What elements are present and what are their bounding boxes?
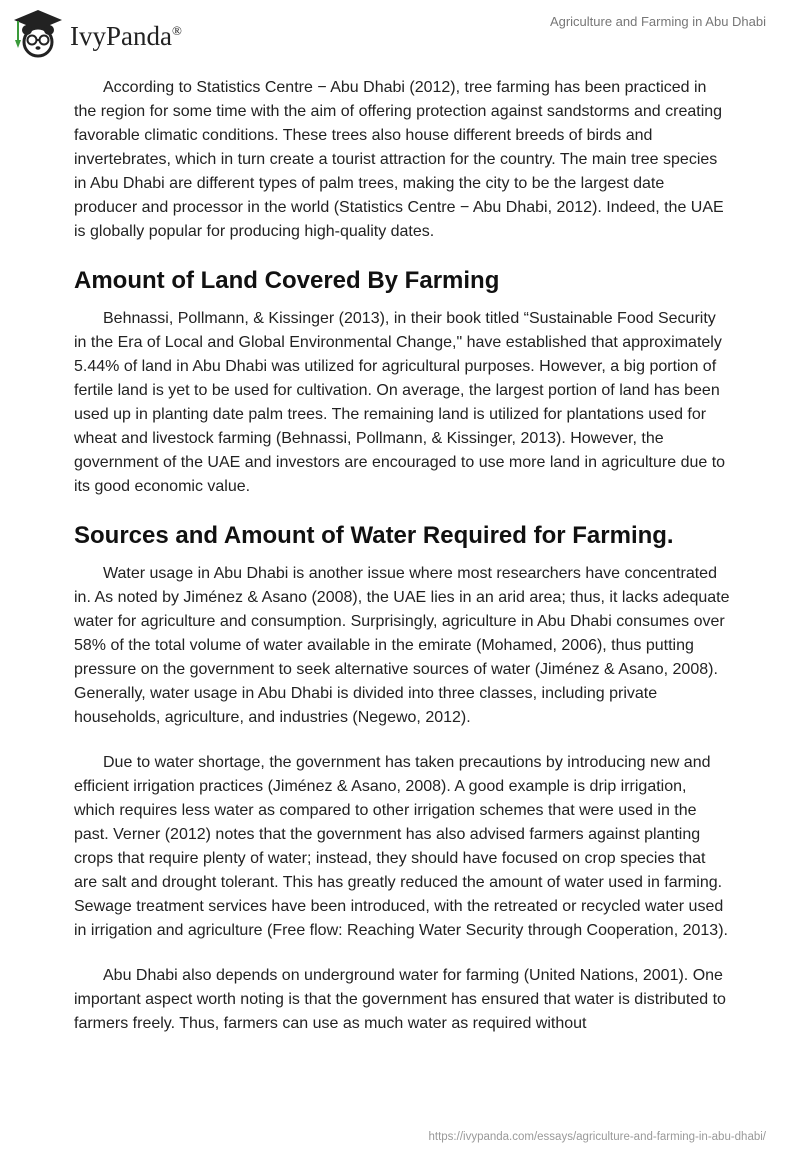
essay-content (74, 76, 730, 1057)
footer-url-link[interactable]: https://ivypanda.com/essays/agriculture-and-farming-in-abu-dhabi/ (428, 1131, 766, 1143)
panda-graduate-icon (12, 8, 64, 58)
paragraph: Due to water shortage, the government has taken precautions by introducing new and efficient irrigation practices (Jiménez & Asano, 2008). A good example is drip irrigation, which requires less water as compared to other irrigation schemes that were used in the past. Verner (2012) notes that the government has also advised farmers against planting crops that require plenty of water; instead, they should have focused on crop species that are salt and drought tolerant. This has greatly reduced the amount of water used in farming. Sewage treatment services have been introduced, with the retreated or recycled water used in irrigation and agriculture (Free flow: Reaching Water Security through Cooperation, 2013). (74, 754, 728, 939)
page-header (0, 0, 800, 60)
section-heading: Sources and Amount of Water Required for Farming. (74, 522, 674, 549)
document-title: Agriculture and Farming in Abu Dhabi (549, 14, 766, 29)
paragraph: Behnassi, Pollmann, & Kissinger (2013), in their book titled “Sustainable Food Security in the Era of Local and Global Environmental Change," have established that approximately 5.44% of land in Abu Dhabi was utilized for agricultural purposes. However, a big portion of fertile land is yet to be used for cultivation. On average, the largest portion of land has been used up in planting date palm trees. The remaining land is utilized for plantations used for wheat and livestock farming (Behnassi, Pollmann, & Kissinger, 2013). However, the government of the UAE and investors are encouraged to use more land in agriculture due to its good economic value. (74, 310, 726, 495)
section-heading: Amount of Land Covered By Farming (74, 267, 500, 294)
paragraph: Abu Dhabi also depends on underground water for farming (United Nations, 2001). One important aspect worth noting is that the government has ensured that water is distributed to farmers freely. Thus, farmers can use as much water as required without (74, 967, 726, 1032)
ivypanda-logo[interactable] (12, 8, 182, 58)
paragraph: Water usage in Abu Dhabi is another issue where most researchers have concentrated in. As noted by Jiménez & Asano (2008), the UAE lies in an arid area; thus, it lacks adequate water for agriculture and consumption. Surprisingly, agriculture in Abu Dhabi consumes over 58% of the total volume of water available in the emirate (Mohamed, 2006), thus putting pressure on the government to seek alternative sources of water (Jiménez & Asano, 2008). Generally, water usage in Abu Dhabi is divided into three classes, including private households, agriculture, and industries (Negewo, 2012). (74, 565, 730, 726)
logo-text: IvyPanda® (70, 20, 182, 51)
paragraph: According to Statistics Centre − Abu Dhabi (2012), tree farming has been practiced in the region for some time with the aim of offering protection against sandstorms and creating favorable climatic conditions. These trees also house different breeds of birds and invertebrates, which in turn create a tourist attraction for the country. The main tree species in Abu Dhabi are different types of palm trees, making the city to be the largest date producer and processor in the world (Statistics Centre − Abu Dhabi, 2012). Indeed, the UAE is globally popular for producing high-quality dates. (74, 79, 724, 240)
